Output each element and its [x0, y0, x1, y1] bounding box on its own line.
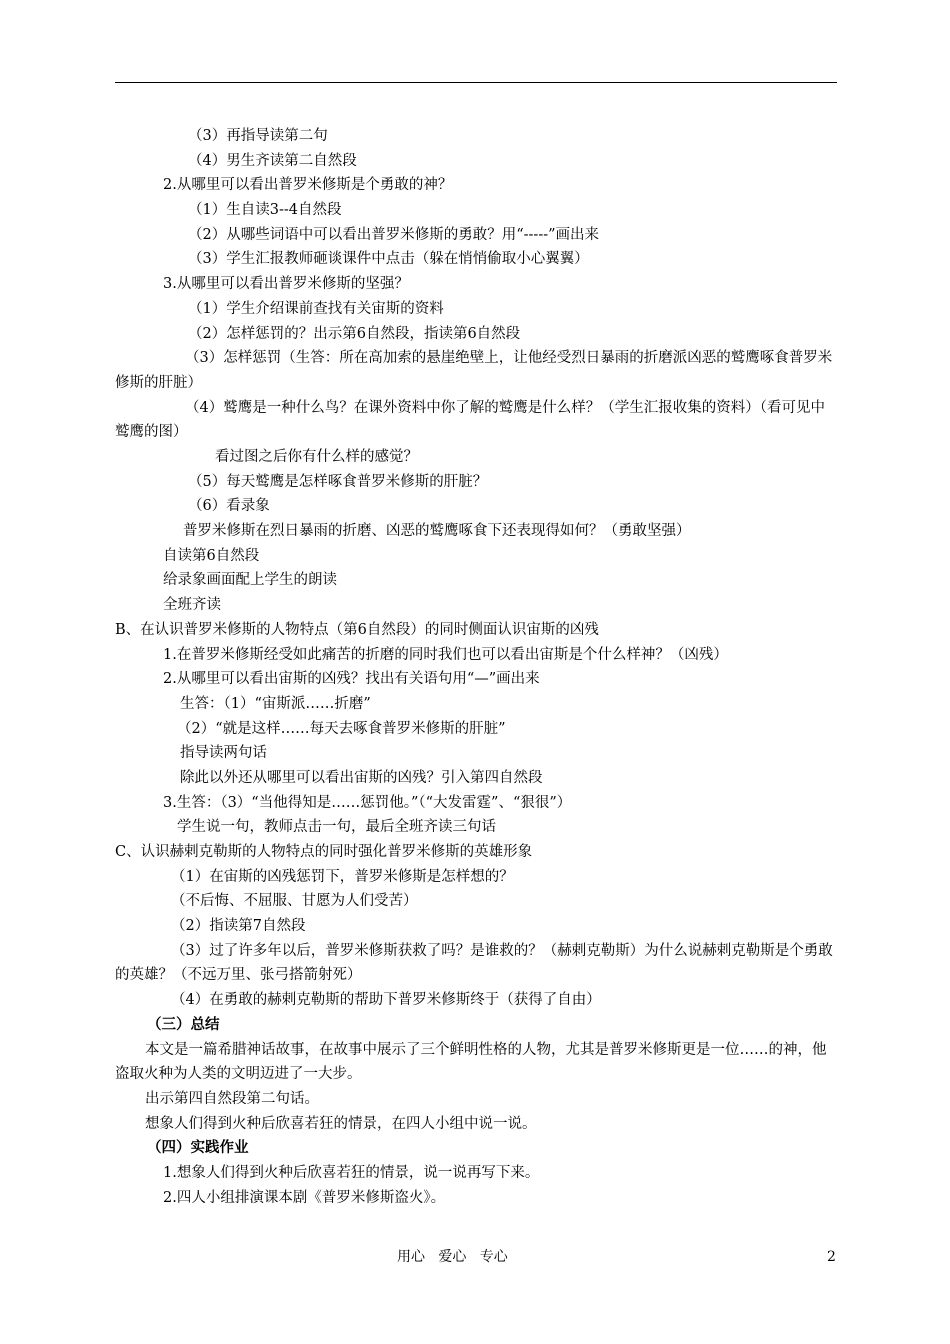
- header-rule: [115, 82, 837, 83]
- text-line: 生答：（1）“宙斯派……折磨”: [180, 695, 371, 712]
- text-line: 出示第四自然段第二句话。: [145, 1090, 319, 1107]
- text-line: 学生说一句，教师点击一句，最后全班齐读三句话: [177, 819, 496, 836]
- text-line: B、在认识普罗米修斯的人物特点（第6自然段）的同时侧面认识宙斯的凶残: [115, 621, 599, 638]
- document-body: [115, 124, 837, 1210]
- text-line: 全班齐读: [163, 597, 221, 614]
- text-line: C、认识赫剌克勒斯的人物特点的同时强化普罗米修斯的英雄形象: [115, 844, 533, 860]
- text-line: 除此以外还从哪里可以看出宙斯的凶残？引入第四自然段: [180, 769, 543, 786]
- text-line: 1.在普罗米修斯经受如此痛苦的折磨的同时我们也可以看出宙斯是个什么样神？（凶残）: [163, 646, 728, 663]
- text-line: （6）看录象: [188, 498, 270, 515]
- text-line: （2）“就是这样……每天去啄食普罗米修斯的肝脏”: [177, 720, 506, 737]
- text-line: 普罗米修斯在烈日暴雨的折磨、凶恶的鹫鹰啄食下还表现得如何？（勇敢坚强）: [183, 523, 691, 540]
- text-line: 本文是一篇希腊神话故事，在故事中展示了三个鲜明性格的人物，尤其是普罗米修斯更是一位……的神，他盗取火种为人类的文明迈进了一大步。: [115, 1041, 827, 1083]
- text-line: 2.从哪里可以看出普罗米修斯是个勇敢的神？: [163, 177, 453, 194]
- text-line: 给录象画面配上学生的朗读: [163, 572, 337, 589]
- text-line: （4）男生齐读第二自然段: [188, 152, 357, 169]
- text-line: 1.想象人们得到火种后欣喜若狂的情景，说一说再写下来。: [163, 1165, 540, 1181]
- text-line: （2）怎样惩罚的？出示第6自然段，指读第6自然段: [188, 325, 521, 342]
- text-line: （3）学生汇报教师砸谈课件中点击（躲在悄悄偷取小心翼翼）: [188, 251, 589, 268]
- text-line: （1）学生介绍课前查找有关宙斯的资料: [188, 300, 444, 317]
- text-line: （4）鹫鹰是一种什么鸟？在课外资料中你了解的鹫鹰是什么样？（学生汇报收集的资料）（看可见中鹫鹰的图）: [115, 399, 825, 441]
- text-line: （3）过了许多年以后，普罗米修斯获救了吗？是谁救的？（赫剌克勒斯）为什么说赫剌克勒斯是个勇敢的英雄？（不远万里、张弓搭箭射死）: [115, 942, 833, 984]
- text-line: 指导读两句话: [180, 745, 267, 762]
- text-line: 想象人们得到火种后欣喜若狂的情景，在四人小组中说一说。: [145, 1115, 537, 1132]
- text-line: （5）每天鹫鹰是怎样啄食普罗米修斯的肝脏？: [188, 473, 488, 490]
- text-line: （不后悔、不屈服、甘愿为人们受苦）: [171, 893, 418, 910]
- text-line: 3.从哪里可以看出普罗米修斯的坚强？: [163, 276, 409, 293]
- text-line: （4）在勇敢的赫剌克勒斯的帮助下普罗米修斯终于（获得了自由）: [171, 992, 601, 1009]
- section-heading: （四）实践作业: [147, 1139, 249, 1157]
- text-line: 2.从哪里可以看出宙斯的凶残？找出有关语句用“—”画出来: [163, 671, 540, 688]
- text-line: （3）再指导读第二句: [188, 128, 328, 144]
- text-line: （2）指读第7自然段: [171, 918, 306, 935]
- page-number: 2: [827, 1249, 836, 1265]
- text-line: 自读第6自然段: [163, 547, 260, 564]
- text-line: 2.四人小组排演课本剧《普罗米修斯盗火》。: [163, 1189, 446, 1206]
- footer-motto: 用心 爱心 专心: [397, 1249, 508, 1265]
- text-line: （2）从哪些词语中可以看出普罗米修斯的勇敢？用“-----”画出来: [188, 226, 600, 243]
- text-line: （1）在宙斯的凶残惩罚下，普罗米修斯是怎样想的？: [171, 868, 514, 885]
- section-heading: （三）总结: [147, 1015, 220, 1033]
- text-line: （1）生自读3--4自然段: [188, 202, 342, 219]
- text-line: 看过图之后你有什么样的感觉？: [215, 449, 418, 465]
- text-line: 3.生答：（3）“当他得知是……惩罚他。”（“大发雷霆”、“狠很”）: [163, 794, 572, 811]
- text-line: （3）怎样惩罚（生答：所在高加索的悬崖绝壁上，让他经受烈日暴雨的折磨派凶恶的鹫鹰啄食普罗米修斯的肝脏）: [115, 350, 833, 391]
